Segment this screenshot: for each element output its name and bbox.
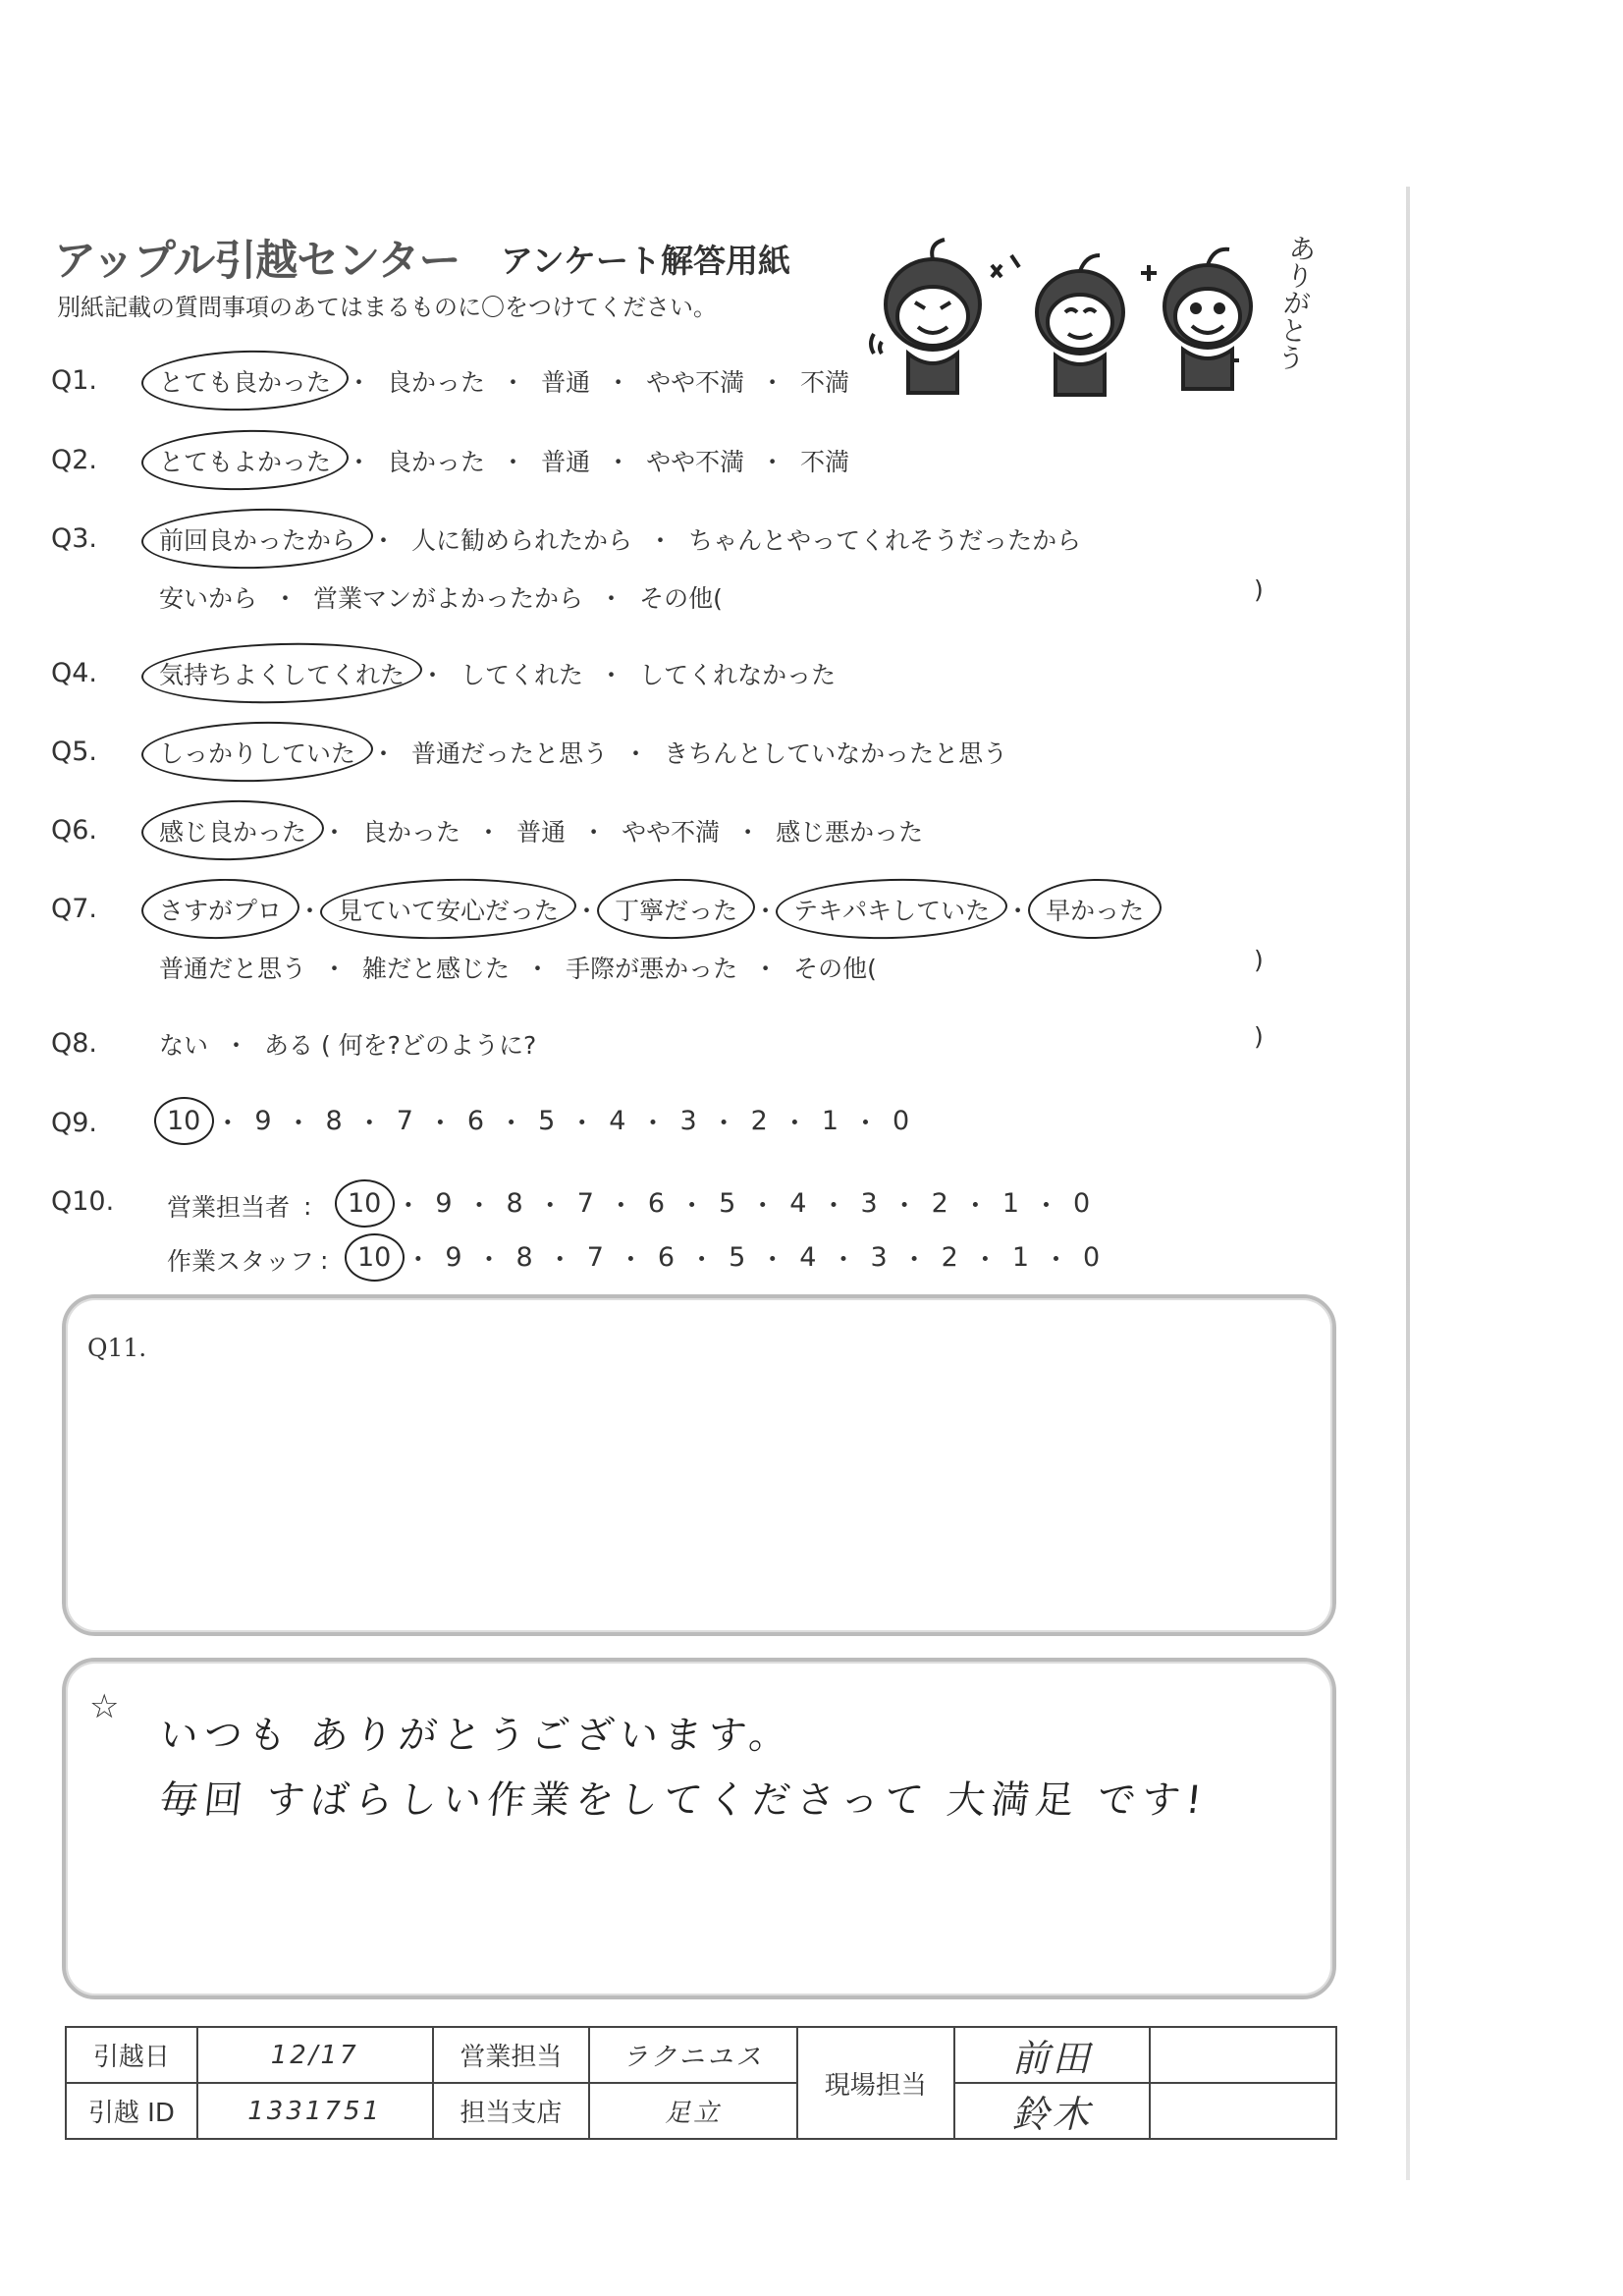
branch-label: 担当支店 [433,2083,590,2139]
q10-scale-0-value[interactable]: 6 [647,1188,666,1219]
mascot-caption: ありがとう [1271,232,1320,373]
q3-option-other[interactable]: その他( [639,584,723,613]
q1-option-1[interactable]: とても良かった [149,359,341,403]
scale-separator: ・ [355,1109,383,1139]
q10-scale-1-value[interactable]: 5 [729,1242,746,1273]
q5-option-2[interactable]: 普通だったと思う [411,739,609,768]
site-staff-extra-cell-1[interactable] [1150,2027,1336,2083]
scale-separator: ・ [285,1109,312,1139]
q10-scale-1-value[interactable]: 1 [1011,1242,1030,1273]
q10-scale-1-value[interactable]: 2 [941,1242,958,1273]
scale-separator: ・ [688,1245,716,1276]
form-title: アンケート解答用紙 [501,242,791,280]
q2-option-2[interactable]: 良かった [387,448,486,476]
q10-scale-1-value[interactable]: 8 [515,1242,533,1273]
q10-staff-scale [350,1238,1108,1277]
q9-scale-value[interactable]: 2 [750,1106,768,1136]
scale-separator: ・ [961,1191,989,1222]
q10-scale-0-value[interactable]: 2 [931,1188,948,1219]
scale-separator: ・ [852,1109,880,1139]
q6-option-3[interactable]: 普通 [516,818,567,847]
scale-separator: ・ [830,1245,857,1276]
q9-scale-value[interactable]: 0 [893,1106,910,1136]
scale-separator: ・ [395,1191,422,1222]
q9-scale [159,1102,917,1140]
q9-scale-value[interactable]: 5 [538,1106,556,1136]
site-staff-value-1[interactable]: 前田 [954,2027,1151,2083]
q9-scale-value[interactable]: 6 [466,1106,485,1136]
move-date-value[interactable]: 12/17 [197,2027,433,2083]
q6-label: Q6. [51,815,98,846]
q4-options: 気持ちよくしてくれた ・ してくれた ・ してくれなかった [149,652,845,695]
q1-option-2[interactable]: 良かった [387,368,486,397]
q10-scale-1-value[interactable]: 3 [870,1242,888,1273]
scale-separator: ・ [546,1245,573,1276]
q7-option-5[interactable]: 早かった [1036,888,1154,931]
q7-option-6[interactable]: 普通だと思う [159,955,307,983]
q7-option-4[interactable]: テキパキしていた [784,888,1000,931]
monkey-icon-2 [992,255,1123,395]
q4-option-2[interactable]: してくれた [460,661,584,689]
q5-label: Q5. [51,737,98,767]
comment-box[interactable] [62,1658,1336,1999]
move-id-label: 引越 ID [66,2083,197,2139]
instruction-text: 別紙記載の質問事項のあてはまるものに〇をつけてください。 [57,294,717,321]
q10-scale-1-value[interactable]: 0 [1083,1242,1101,1273]
scale-separator: ・ [405,1245,432,1276]
q7-option-1[interactable]: さすがプロ [149,888,292,931]
mascot-illustration [854,226,1325,403]
q10-scale-0-value[interactable]: 5 [719,1188,736,1219]
q6-option-4[interactable]: やや不満 [622,818,721,847]
q8-options: ない ・ ある ( 何を?どのように? [149,1022,546,1066]
q3-option-5[interactable]: 営業マンがよかったから [313,584,584,613]
q10-scale-1-value[interactable]: 4 [799,1242,817,1273]
q3-option-4[interactable]: 安いから [159,584,258,613]
q10-scale-0-value[interactable]: 4 [789,1188,807,1219]
sales-rep-label: 営業担当 [433,2027,590,2083]
q7-option-2[interactable]: 見ていて安心だった [328,888,568,931]
scale-separator: ・ [617,1245,644,1276]
q6-options: 感じ良かった ・ 良かった ・ 普通 ・ やや不満 ・ 感じ悪かった [149,809,933,852]
q1-option-4[interactable]: やや不満 [646,368,745,397]
site-staff-label: 現場担当 [797,2027,954,2139]
monkey-icon-3 [1141,249,1251,389]
q9-scale-value[interactable]: 4 [609,1106,626,1136]
q3-options-line2: 安いから ・ 営業マンがよかったから ・ その他( [149,575,732,619]
q10-scale-1-value[interactable]: 10 [350,1240,399,1275]
q5-option-1[interactable]: しっかりしていた [149,731,365,774]
q7-option-other[interactable]: その他( [793,955,877,983]
scale-separator: ・ [900,1245,928,1276]
q10-scale-0-value[interactable]: 3 [860,1188,878,1219]
q1-option-5[interactable]: 不満 [800,368,850,397]
q10-sales-scale [340,1184,1098,1223]
q2-option-1[interactable]: とてもよかった [149,439,341,482]
q6-option-2[interactable]: 良かった [362,818,461,847]
q10-scale-0-value[interactable]: 10 [340,1186,389,1221]
q7-close-paren: ) [1254,946,1264,974]
q10-scale-0-value[interactable]: 0 [1073,1188,1091,1219]
q10-scale-1-value[interactable]: 7 [586,1242,604,1273]
move-date-label: 引越日 [66,2027,197,2083]
q9-scale-value[interactable]: 3 [679,1106,697,1136]
scale-separator: ・ [475,1245,503,1276]
q7-option-8[interactable]: 手際が悪かった [566,955,738,983]
q9-scale-value[interactable]: 7 [396,1106,413,1136]
q2-option-3[interactable]: 普通 [541,448,591,476]
q10-staff-label: 作業スタッフ [167,1247,315,1276]
q8-close-paren: ) [1254,1022,1264,1051]
q10-scale-0-value[interactable]: 7 [576,1188,594,1219]
q7-option-7[interactable]: 雑だと感じた [362,955,511,983]
star-icon: ☆ [89,1687,120,1726]
scale-separator: ・ [639,1109,667,1139]
q8-label: Q8. [51,1028,98,1059]
q10-scale-1-value[interactable]: 6 [657,1242,676,1273]
q9-scale-value[interactable]: 1 [821,1106,839,1136]
q10-scale-1-value[interactable]: 9 [445,1242,462,1273]
q10-sales-label: 営業担当者 [167,1193,291,1222]
scale-separator: ・ [1033,1191,1060,1222]
sales-rep-value[interactable]: ラクニユス [589,2027,797,2083]
brand-name: アップル引越センター [54,237,460,286]
q2-label: Q2. [51,445,98,475]
q4-option-3[interactable]: してくれなかった [639,661,837,689]
q10-sales-colon: : [303,1191,312,1221]
q3-option-3[interactable]: ちゃんとやってくれそうだったから [688,526,1082,555]
scale-separator: ・ [498,1109,525,1139]
q3-close-paren: ) [1254,575,1264,604]
q9-label: Q9. [51,1108,98,1138]
q8-option-2[interactable]: ある ( 何を?どのように? [264,1031,537,1060]
scale-separator: ・ [607,1191,634,1222]
q10-scale-0-value[interactable]: 1 [1001,1188,1020,1219]
comment-line-1: いつも ありがとうございます。 [157,1714,796,1758]
q6-option-1[interactable]: 感じ良かった [149,809,316,852]
comment-line-2: 毎回 すばらしい作業をしてくださって 大満足 です! [157,1778,1210,1823]
q10-label: Q10. [51,1186,115,1217]
q7-options: さすがプロ ・ 見ていて安心だった ・ 丁寧だった ・ テキパキしていた ・ 早かった [149,888,1154,931]
q10-staff-colon: : [320,1245,329,1275]
scale-separator: ・ [781,1109,808,1139]
q3-label: Q3. [51,523,98,554]
scale-separator: ・ [710,1109,737,1139]
q9-scale-value[interactable]: 10 [159,1104,208,1138]
q4-label: Q4. [51,658,98,688]
q10-scale-0-value[interactable]: 9 [435,1188,453,1219]
page-edge-shadow [1406,187,1410,2180]
info-table [65,2026,1337,2140]
q10-staff-row-name [167,1242,334,1278]
site-staff-value-2[interactable]: 鈴木 [954,2083,1151,2139]
q9-scale-value[interactable]: 9 [254,1106,272,1136]
q3-options: 前回良かったから ・ 人に勧められたから ・ ちゃんとやってくれそうだったから [149,518,1091,561]
q4-option-1[interactable]: 気持ちよくしてくれた [149,652,414,695]
scale-separator: ・ [465,1191,493,1222]
q3-option-2[interactable]: 人に勧められたから [411,526,633,555]
q9-scale-value[interactable]: 8 [325,1106,343,1136]
q10-sales-row-name [167,1188,321,1224]
q11-label: Q11. [87,1334,147,1362]
scale-separator: ・ [971,1245,999,1276]
scale-separator: ・ [820,1191,847,1222]
q6-option-5[interactable]: 感じ悪かった [776,818,924,847]
q11-answer-box[interactable] [62,1294,1336,1636]
q1-options: とても良かった ・ 良かった ・ 普通 ・ やや不満 ・ 不満 [149,359,859,403]
scale-separator: ・ [214,1109,242,1139]
monkey-icon-1 [871,240,980,393]
scale-separator: ・ [568,1109,596,1139]
q1-option-3[interactable]: 普通 [541,368,591,397]
scale-separator: ・ [426,1109,454,1139]
q7-options-line2: 普通だと思う ・ 雑だと感じた ・ 手際が悪かった ・ その他( [149,946,887,989]
scale-separator: ・ [749,1191,777,1222]
q2-options: とてもよかった ・ 良かった ・ 普通 ・ やや不満 ・ 不満 [149,439,859,482]
q7-option-3[interactable]: 丁寧だった [605,888,747,931]
scale-separator: ・ [1043,1245,1070,1276]
q2-option-5[interactable]: 不満 [800,448,850,476]
move-id-value[interactable]: 1331751 [197,2083,433,2139]
branch-value[interactable]: 足立 [589,2083,797,2139]
q10-scale-0-value[interactable]: 8 [506,1188,523,1219]
q2-option-4[interactable]: やや不満 [646,448,745,476]
q5-options: しっかりしていた ・ 普通だったと思う ・ きちんとしていなかったと思う [149,731,1017,774]
q5-option-3[interactable]: きちんとしていなかったと思う [664,739,1008,768]
scale-separator: ・ [536,1191,564,1222]
q8-option-1[interactable]: ない [159,1031,209,1060]
q1-label: Q1. [51,365,98,396]
q7-label: Q7. [51,894,98,924]
q3-option-1[interactable]: 前回良かったから [149,518,365,561]
scale-separator: ・ [891,1191,918,1222]
scale-separator: ・ [678,1191,706,1222]
site-staff-extra-cell-2[interactable] [1150,2083,1336,2139]
scale-separator: ・ [759,1245,786,1276]
